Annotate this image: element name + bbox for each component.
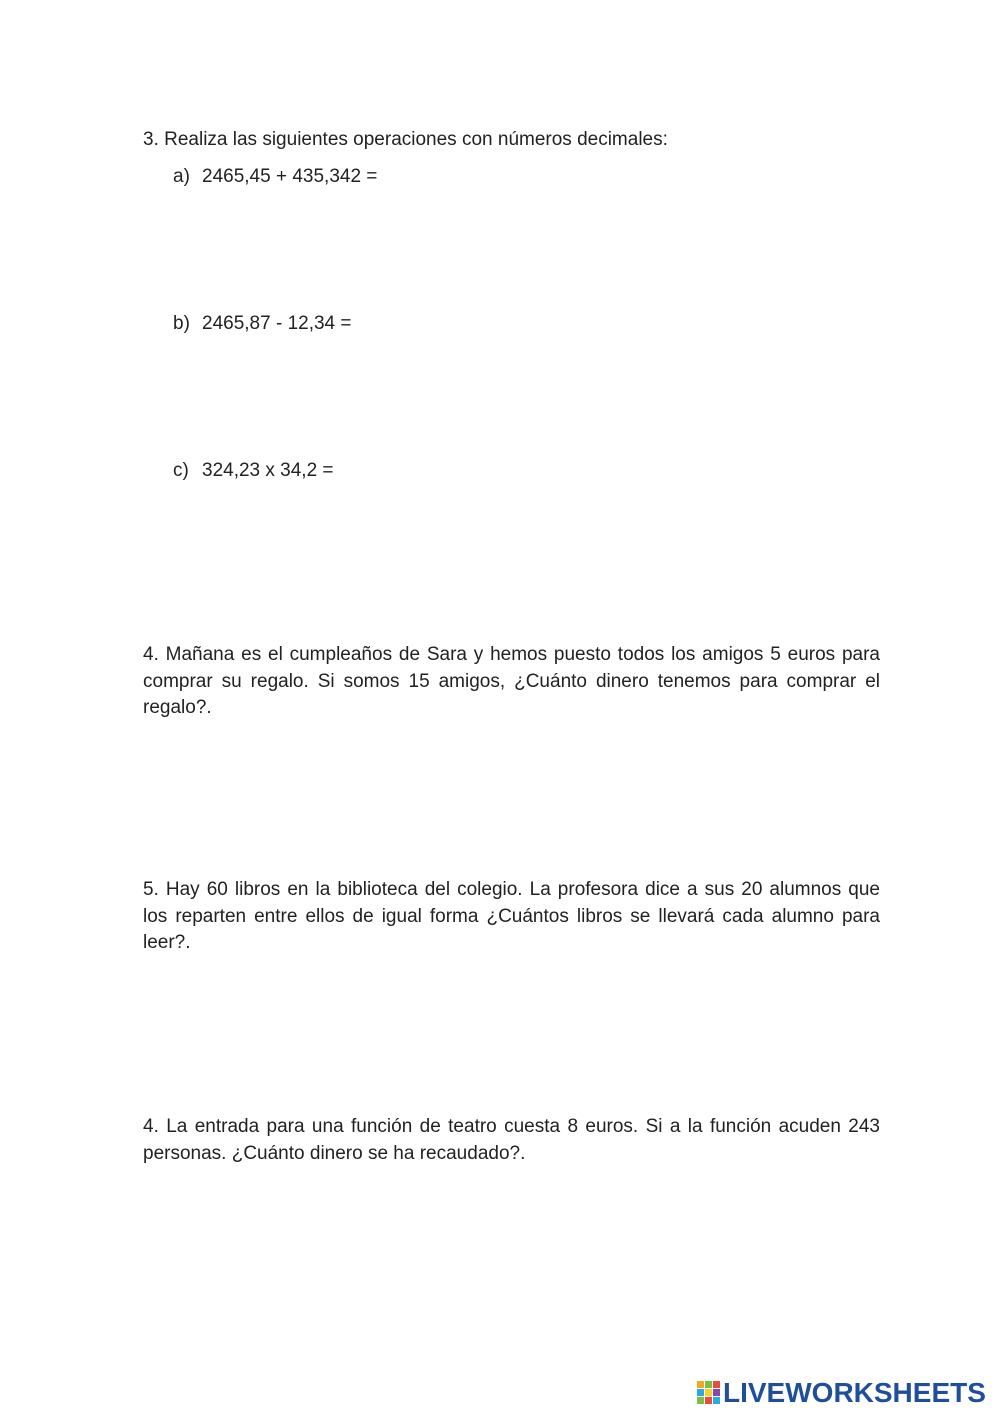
item-expression: 2465,87 - 12,34 = [202,313,352,334]
item-expression: 324,23 x 34,2 = [202,460,334,481]
item-letter: c) [173,460,189,481]
item-expression: 2465,45 + 435,342 = [202,166,378,187]
exercise-6-text: 4. La entrada para una función de teatro cuesta 8 euros. Si a la función acuden 243 personas. ¿Cuánto dinero se ha recaudado?. [143,1116,880,1164]
item-letter: a) [173,166,190,187]
liveworksheets-icon [697,1381,721,1405]
liveworksheets-logo [697,1378,986,1408]
exercise-3c [173,459,334,483]
logo-text: LIVEWORKSHEETS [723,1377,986,1408]
item-letter: b) [173,313,190,334]
exercise-4-text: 4. Mañana es el cumpleaños de Sara y hemos puesto todos los amigos 5 euros para comprar su regalo. Si somos 15 amigos, ¿Cuánto dinero tenemos para comprar el regalo?. [143,644,880,718]
exercise-3a [173,165,377,189]
exercise-3-title: 3. Realiza las siguientes operaciones con números decimales: [143,129,668,150]
exercise-5-text: 5. Hay 60 libros en la biblioteca del colegio. La profesora dice a sus 20 alumnos que los reparten entre ellos de igual forma ¿Cuántos libros se llevará cada alumno para leer?. [143,879,880,953]
exercise-3b [173,312,352,336]
